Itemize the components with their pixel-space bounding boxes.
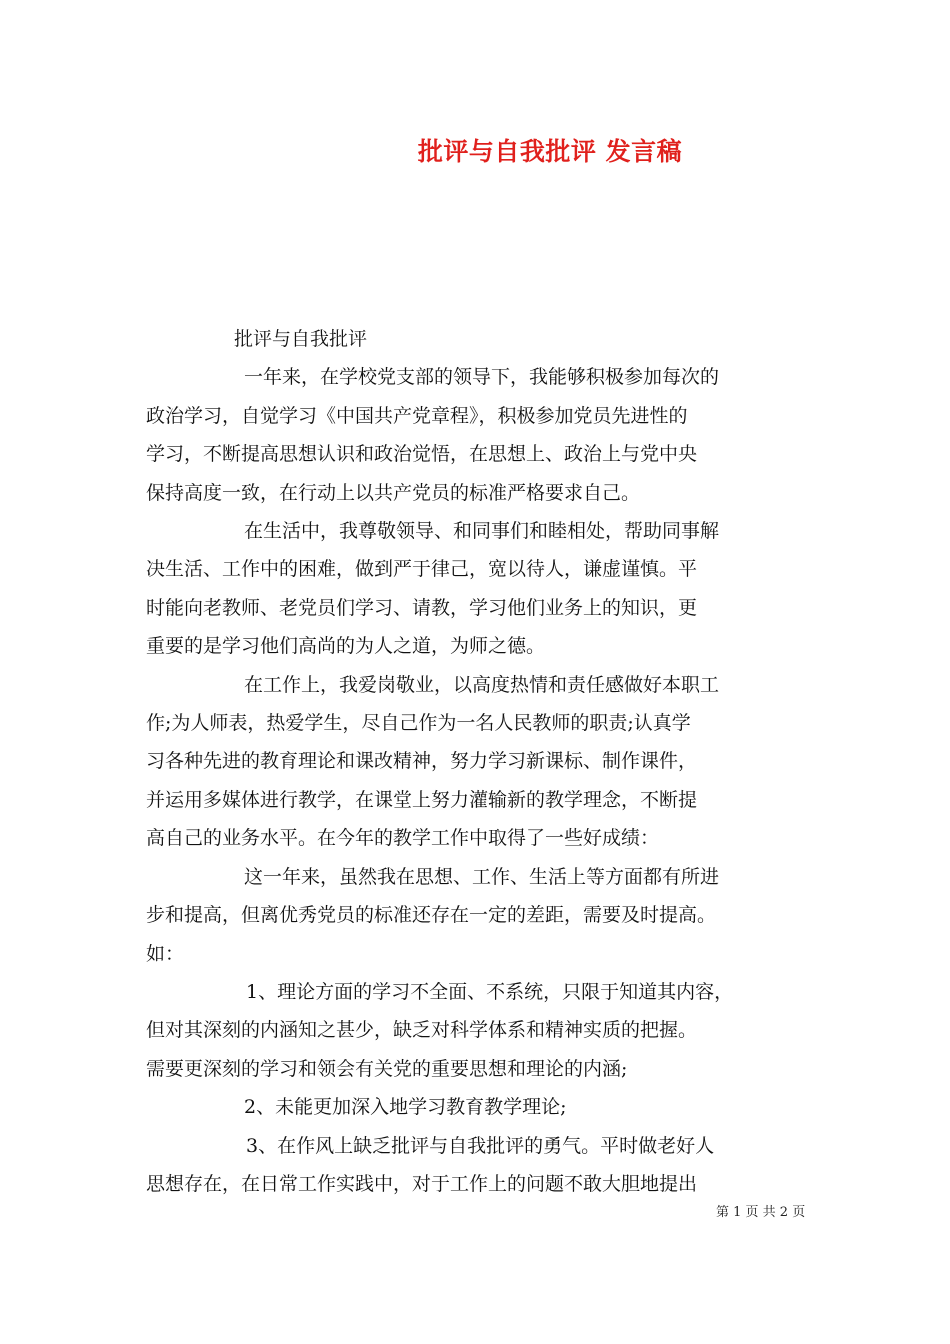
paragraph-line: 时能向老教师、老党员们学习、请教，学习他们业务上的知识，更	[146, 596, 698, 619]
paragraph-line: 2、未能更加深入地学习教育教学理论;	[244, 1096, 567, 1119]
paragraph-line: 重要的是学习他们高尚的为人之道，为师之德。	[146, 635, 546, 658]
paragraph-line: 习各种先进的教育理论和课改精神，努力学习新课标、制作课件，	[146, 750, 698, 773]
paragraph-line: 在工作上，我爱岗敬业，以高度热情和责任感做好本职工	[244, 673, 720, 696]
paragraph-list	[146, 358, 821, 1203]
body-paragraph	[146, 858, 821, 973]
paragraph-line: 并运用多媒体进行教学，在课堂上努力灌输新的教学理念，不断提	[146, 788, 698, 811]
body-paragraph	[146, 512, 821, 666]
body-paragraph	[146, 666, 821, 858]
section-heading-text: 批评与自我批评	[234, 328, 368, 350]
paragraph-line: 思想存在，在日常工作实践中，对于工作上的问题不敢大胆地提出	[146, 1172, 698, 1195]
paragraph-line: 一年来，在学校党支部的领导下，我能够积极参加每次的	[244, 366, 720, 389]
body-paragraph	[146, 1127, 821, 1204]
body-paragraph	[146, 973, 821, 1088]
document-body	[146, 320, 821, 1203]
paragraph-line: 政治学习，自觉学习《中国共产党章程》，积极参加党员先进性的	[146, 404, 688, 427]
page-number: 第 1 页 共 2 页	[716, 1205, 806, 1220]
paragraph-line: 需要更深刻的学习和领会有关党的重要思想和理论的内涵;	[146, 1057, 628, 1080]
document-title: 批评与自我批评 发言稿	[417, 137, 683, 166]
paragraph-line: 保持高度一致，在行动上以共产党员的标准严格要求自己。	[146, 481, 641, 504]
section-heading	[146, 320, 821, 358]
paragraph-line: 如：	[146, 942, 185, 965]
paragraph-line: 作;为人师表，热爱学生，尽自己作为一名人民教师的职责;认真学	[146, 712, 691, 735]
paragraph-line: 步和提高，但离优秀党员的标准还存在一定的差距，需要及时提高。	[146, 904, 717, 927]
body-paragraph	[146, 358, 821, 512]
body-paragraph	[146, 1088, 821, 1126]
paragraph-line: 高自己的业务水平。在今年的教学工作中取得了一些好成绩：	[146, 827, 660, 850]
paragraph-line: 但对其深刻的内涵知之甚少，缺乏对科学体系和精神实质的把握。	[146, 1019, 698, 1042]
paragraph-line: 在生活中，我尊敬领导、和同事们和睦相处，帮助同事解	[244, 520, 720, 543]
paragraph-line: 1、理论方面的学习不全面、不系统，只限于知道其内容，	[246, 980, 734, 1003]
paragraph-line: 决生活、工作中的困难，做到严于律己，宽以待人，谦虚谨慎。平	[146, 558, 698, 581]
paragraph-line: 3、在作风上缺乏批评与自我批评的勇气。平时做老好人	[246, 1134, 715, 1157]
paragraph-line: 学习，不断提高思想认识和政治觉悟，在思想上、政治上与党中央	[146, 443, 698, 466]
paragraph-line: 这一年来，虽然我在思想、工作、生活上等方面都有所进	[244, 865, 720, 888]
